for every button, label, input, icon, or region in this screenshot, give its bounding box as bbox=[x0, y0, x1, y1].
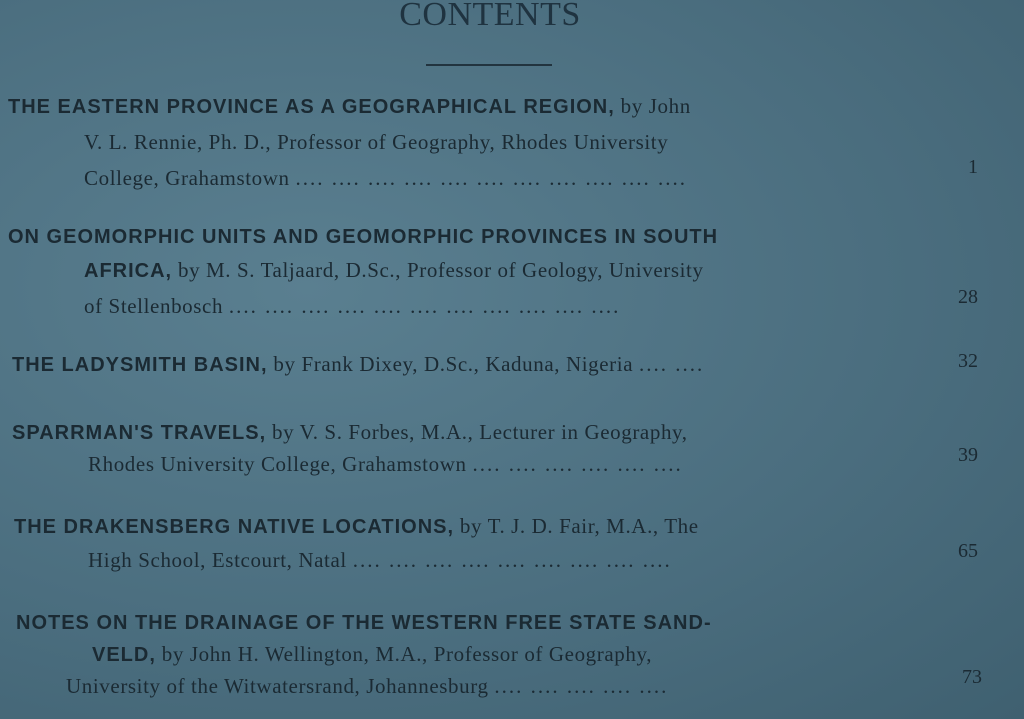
entry-author: by V. S. Forbes, M.A., Lecturer in Geography, bbox=[272, 420, 688, 444]
entry-line-2 bbox=[88, 452, 683, 477]
page-number: 65 bbox=[958, 540, 978, 562]
entry-author: by M. S. Taljaard, D.Sc., Professor of Geology, University bbox=[177, 258, 704, 282]
dot-leader: .... .... .... .... .... .... .... .... .... .... .... bbox=[295, 166, 687, 190]
entry-line-1 bbox=[16, 610, 712, 635]
entry-title: SPARRMAN'S TRAVELS, bbox=[12, 422, 267, 444]
entry-title: THE DRAKENSBERG NATIVE LOCATIONS, bbox=[14, 516, 455, 538]
entry-line-1 bbox=[12, 352, 704, 377]
entry-line-1 bbox=[14, 514, 699, 539]
entry-line-3 bbox=[84, 166, 687, 191]
entry-title: NOTES ON THE DRAINAGE OF THE WESTERN FREE STATE SAND- bbox=[16, 612, 712, 634]
entry-line-1 bbox=[12, 420, 688, 445]
dot-leader: .... .... .... .... .... .... .... .... .... .... .... bbox=[228, 294, 621, 318]
entry-author: by Frank Dixey, D.Sc., Kaduna, Nigeria bbox=[273, 352, 634, 376]
entry-line-1 bbox=[8, 94, 691, 119]
entry-affiliation: High School, Estcourt, Natal bbox=[88, 548, 347, 572]
entry-line-2 bbox=[84, 258, 704, 283]
entry-affiliation: University of the Witwatersrand, Johannesburg bbox=[66, 674, 489, 698]
dot-leader: .... .... bbox=[638, 352, 705, 376]
entry-author: by John H. Wellington, M.A., Professor of Geography, bbox=[161, 642, 653, 666]
entry-affiliation: College, Grahamstown bbox=[84, 166, 290, 190]
page-title: CONTENTS bbox=[399, 0, 581, 33]
dot-leader: .... .... .... .... .... bbox=[494, 674, 669, 698]
page-number: 73 bbox=[962, 666, 982, 688]
entry-title: ON GEOMORPHIC UNITS AND GEOMORPHIC PROVINCES IN SOUTH bbox=[8, 226, 719, 248]
entry-line-2 bbox=[88, 548, 672, 573]
entry-line-2 bbox=[92, 642, 652, 667]
entry-affiliation: Rhodes University College, Grahamstown bbox=[88, 452, 467, 476]
entry-line-3 bbox=[84, 294, 620, 319]
dot-leader: .... .... .... .... .... .... bbox=[472, 452, 683, 476]
title-rule bbox=[426, 64, 552, 66]
entry-title: THE EASTERN PROVINCE AS A GEOGRAPHICAL REGION, bbox=[8, 96, 615, 118]
entry-affiliation: of Stellenbosch bbox=[84, 294, 224, 318]
entry-title: THE LADYSMITH BASIN, bbox=[12, 354, 268, 376]
entry-line-2: V. L. Rennie, Ph. D., Professor of Geography, Rhodes University bbox=[84, 130, 669, 154]
page-number: 1 bbox=[968, 156, 978, 178]
entry-author: by John bbox=[620, 94, 691, 118]
page-number: 32 bbox=[958, 350, 978, 372]
dot-leader: .... .... .... .... .... .... .... .... .... bbox=[352, 548, 672, 572]
page-number: 39 bbox=[958, 444, 978, 466]
entry-title-continued: VELD, bbox=[92, 644, 156, 666]
entry-line-1 bbox=[8, 224, 718, 249]
entry-line-3 bbox=[66, 674, 668, 699]
entry-title-continued: AFRICA, bbox=[84, 260, 173, 282]
entry-author: by T. J. D. Fair, M.A., The bbox=[459, 514, 699, 538]
page-number: 28 bbox=[958, 286, 978, 308]
